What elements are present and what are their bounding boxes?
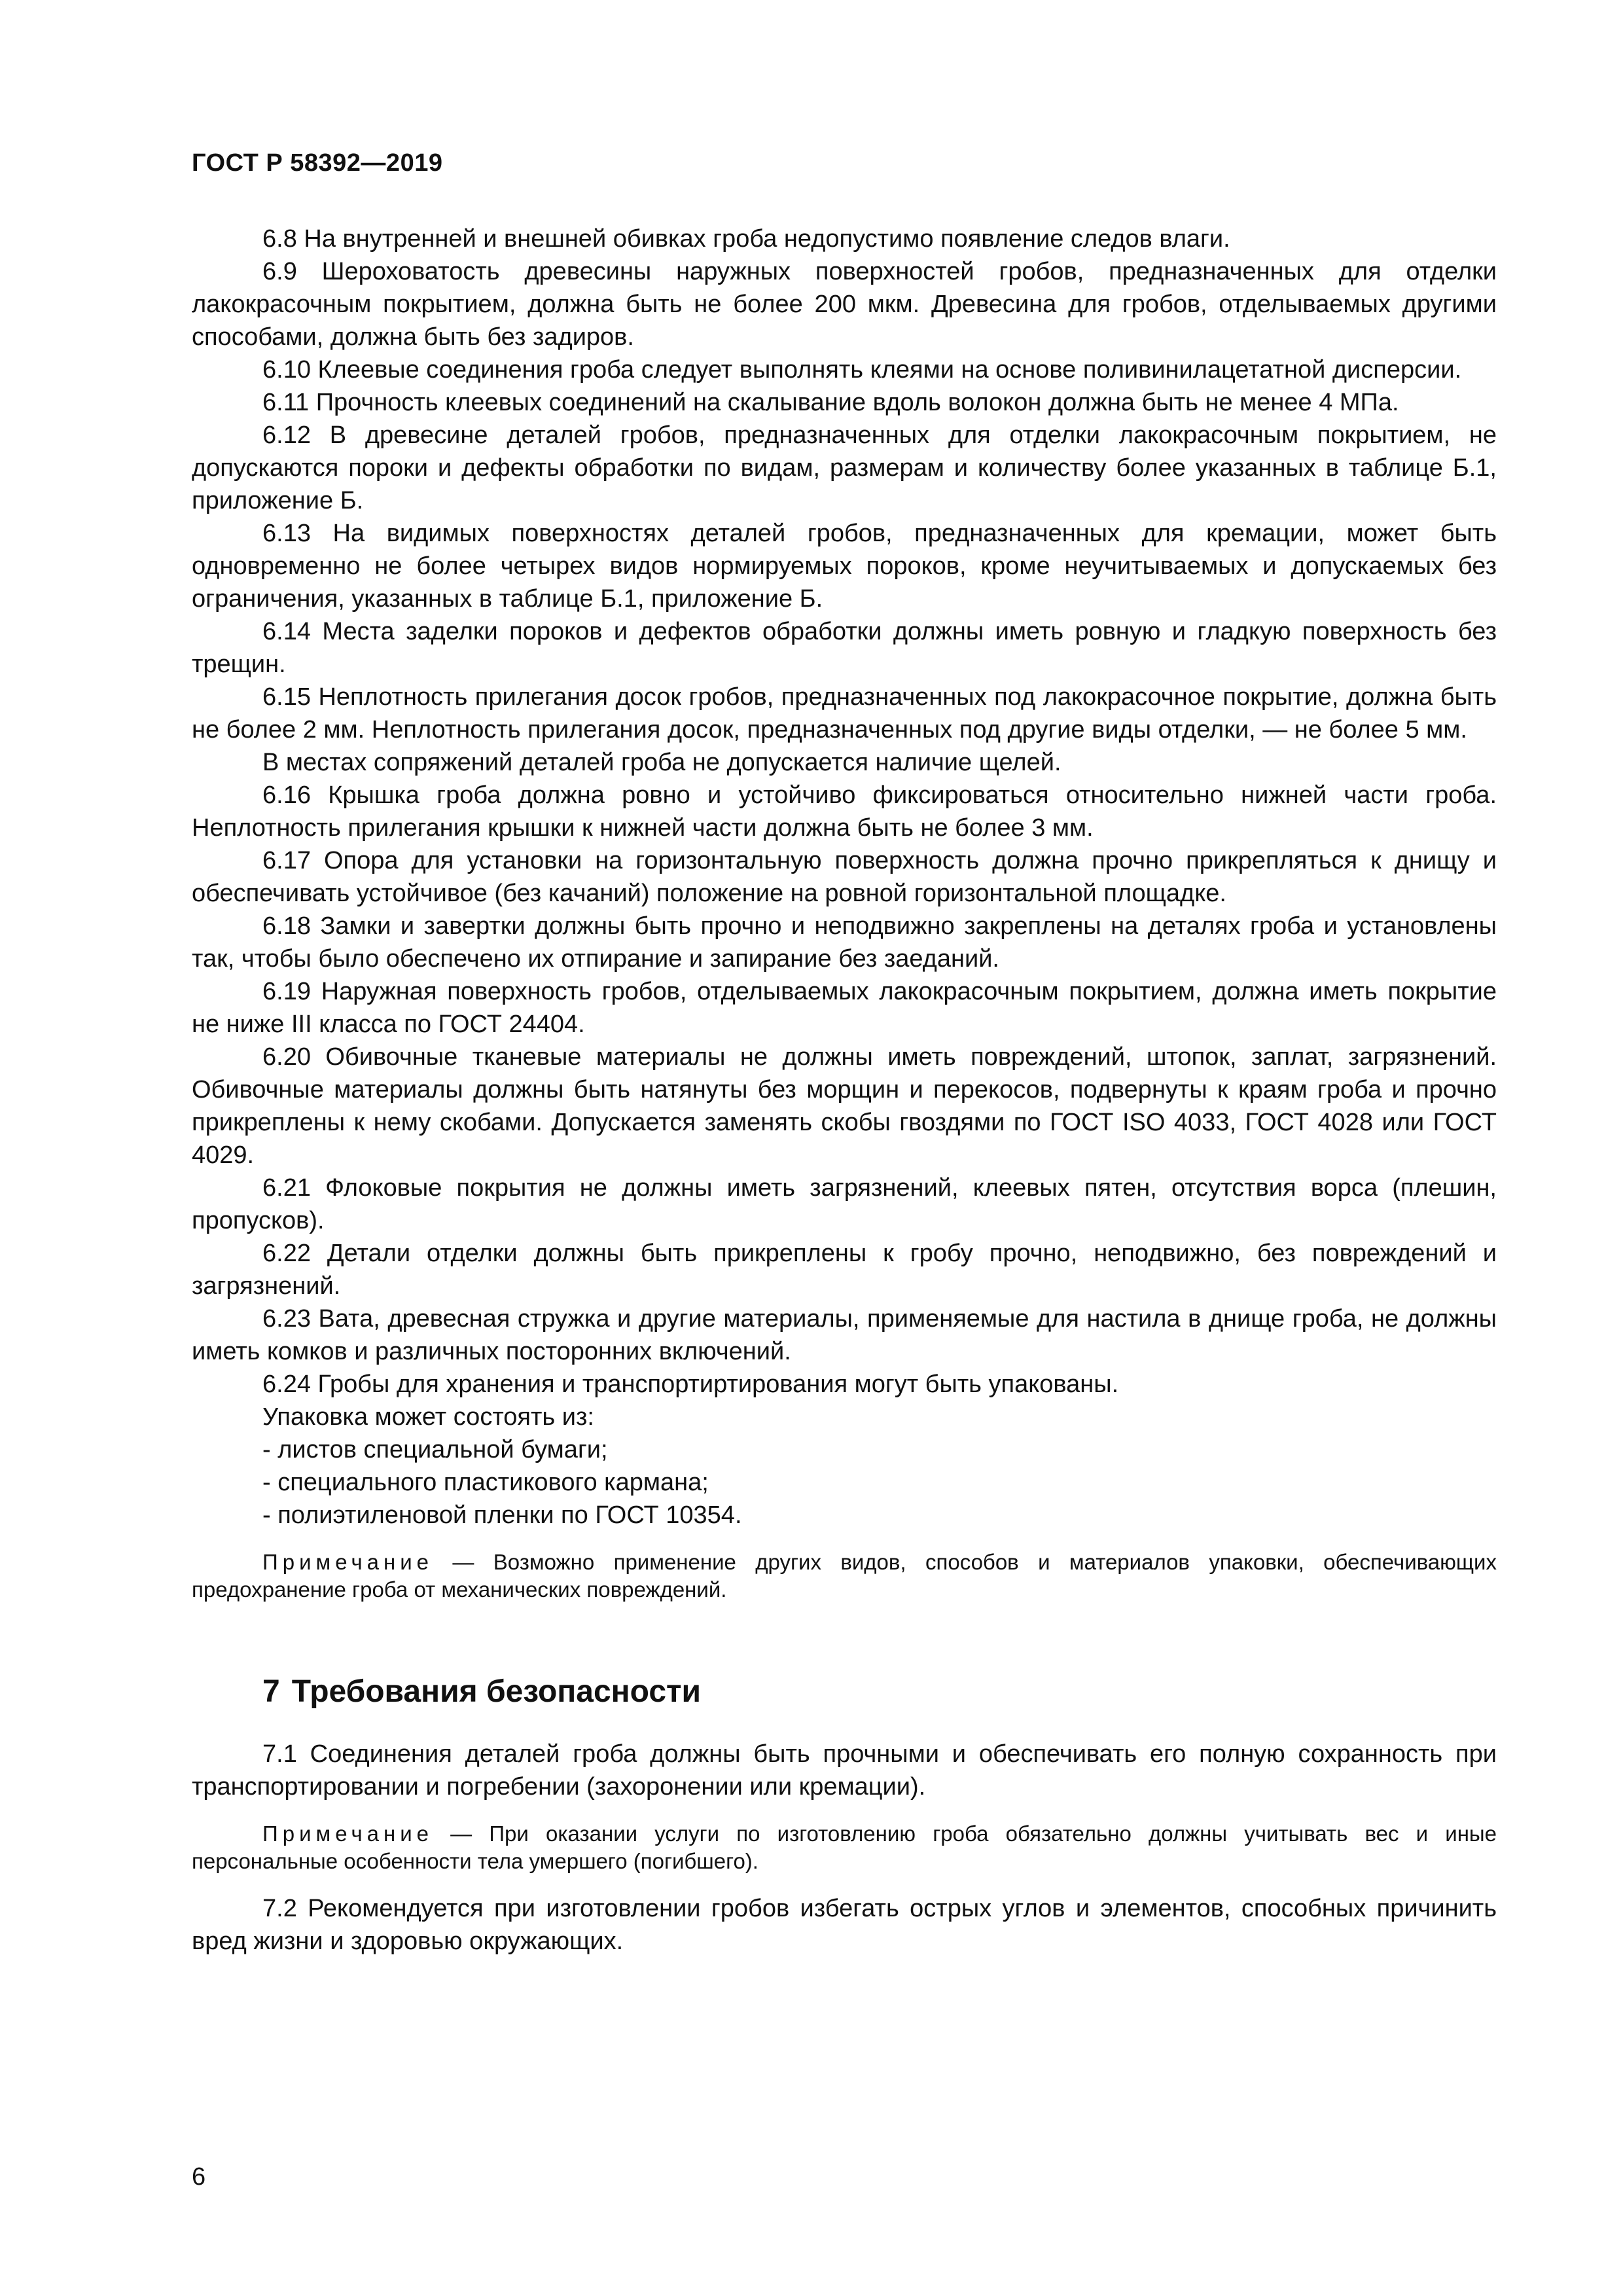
paragraph-6-8: 6.8 На внутренней и внешней обивках гроба недопустимо появление следов влаги. — [262, 225, 1230, 253]
list-item: - полиэтиленовой пленки по ГОСТ 10354. — [262, 1501, 742, 1529]
paragraph-6-22: 6.22 Детали отделки должны быть прикреплены к гробу прочно, неподвижно, без повреждений и загрязнений. — [192, 1240, 1497, 1300]
note-label: Примечание — [262, 1821, 434, 1846]
paragraph-6-13: 6.13 На видимых поверхностях деталей гробов, предназначенных для кремации, может быть одновременно не более четырех видов нормируемых пороков, кроме неучитываемых и допускаемых без ограничения, указанных в таблице Б.1, приложение Б. — [192, 520, 1497, 613]
note-text: — Возможно применение других видов, способов и материалов упаковки, обеспечивающих предохранение гроба от механических повреждений. — [192, 1550, 1497, 1602]
section-7-heading — [192, 1672, 1497, 1712]
paragraph-6-19: 6.19 Наружная поверхность гробов, отделываемых лакокрасочным покрытием, должна иметь покрытие не ниже III класса по ГОСТ 24404. — [192, 978, 1497, 1038]
document-code-header: ГОСТ Р 58392—2019 — [192, 149, 443, 177]
note-text: — При оказании услуги по изготовлению гроба обязательно должны учитывать вес и иные персональные особенности тела умершего (погибшего). — [192, 1821, 1497, 1873]
paragraph-6-15: 6.15 Неплотность прилегания досок гробов, предназначенных под лакокрасочное покрытие, должна быть не более 2 мм. Неплотность прилегания досок, предназначенных под другие виды отделки, — не более 5 мм. — [192, 683, 1497, 744]
paragraph-6-24: 6.24 Гробы для хранения и транспортиртирования могут быть упакованы. — [262, 1371, 1119, 1398]
paragraph-6-12: 6.12 В древесине деталей гробов, предназначенных для отделки лакокрасочным покрытием, не допускаются пороки и дефекты обработки по видам, размерам и количеству более указанных в таблице Б.1, приложение Б. — [192, 422, 1497, 514]
paragraph-7-1: 7.1 Соединения деталей гроба должны быть прочными и обеспечивать его полную сохранность при транспортировании и погребении (захоронении или кремации). — [192, 1740, 1497, 1801]
paragraph-6-20: 6.20 Обивочные тканевые материалы не должны иметь повреждений, штопок, заплат, загрязнений. Обивочные материалы должны быть натянуты без морщин и перекосов, подвернуты к краям гроба и прочно прикреплены к нему скобами. Допускается заменять скобы гвоздями по ГОСТ ISO 4033, ГОСТ 4028 или ГОСТ 4029. — [192, 1043, 1497, 1169]
paragraph-6-17: 6.17 Опора для установки на горизонтальную поверхность должна прочно прикрепляться к днищу и обеспечивать устойчивое (без качаний) положение на ровной горизонтальной площадке. — [192, 847, 1497, 907]
paragraph-6-18: 6.18 Замки и завертки должны быть прочно и неподвижно закреплены на деталях гроба и установлены так, чтобы было обеспечено их отпирание и запирание без заеданий. — [192, 912, 1497, 973]
section-number: 7 — [262, 1674, 280, 1709]
note-service — [192, 1820, 1497, 1875]
packaging-intro: Упаковка может состоять из: — [262, 1403, 594, 1431]
list-item: - специального пластикового кармана; — [262, 1469, 709, 1496]
note-packaging — [192, 1549, 1497, 1604]
paragraph-6-11: 6.11 Прочность клеевых соединений на скалывание вдоль волокон должна быть не менее 4 МПа. — [262, 389, 1399, 416]
paragraph-6-10: 6.10 Клеевые соединения гроба следует выполнять клеями на основе поливинилацетатной дисперсии. — [262, 356, 1462, 384]
page-number: 6 — [192, 2163, 206, 2191]
paragraph-6-23: 6.23 Вата, древесная стружка и другие материалы, применяемые для настила в днище гроба, не должны иметь комков и различных посторонних включений. — [192, 1305, 1497, 1365]
paragraph-7-2: 7.2 Рекомендуется при изготовлении гробов избегать острых углов и элементов, способных причинить вред жизни и здоровью окружающих. — [192, 1895, 1497, 1955]
list-item: - листов специальной бумаги; — [262, 1436, 608, 1463]
paragraph-6-9: 6.9 Шероховатость древесины наружных поверхностей гробов, предназначенных для отделки лакокрасочным покрытием, должна быть не более 200 мкм. Древесина для гробов, отделываемых другими способами, должна быть без задиров. — [192, 258, 1497, 351]
paragraph-6-15-joints: В местах сопряжений деталей гроба не допускается наличие щелей. — [262, 749, 1061, 776]
paragraph-6-21: 6.21 Флоковые покрытия не должны иметь загрязнений, клеевых пятен, отсутствия ворса (плешин, пропусков). — [192, 1174, 1497, 1234]
document-body — [192, 223, 1497, 1958]
paragraph-6-14: 6.14 Места заделки пороков и дефектов обработки должны иметь ровную и гладкую поверхность без трещин. — [192, 618, 1497, 678]
section-title: Требования безопасности — [291, 1674, 702, 1709]
note-label: Примечание — [262, 1550, 434, 1574]
paragraph-6-16: 6.16 Крышка гроба должна ровно и устойчиво фиксироваться относительно нижней части гроба. Неплотность прилегания крышки к нижней части должна быть не более 3 мм. — [192, 781, 1497, 842]
